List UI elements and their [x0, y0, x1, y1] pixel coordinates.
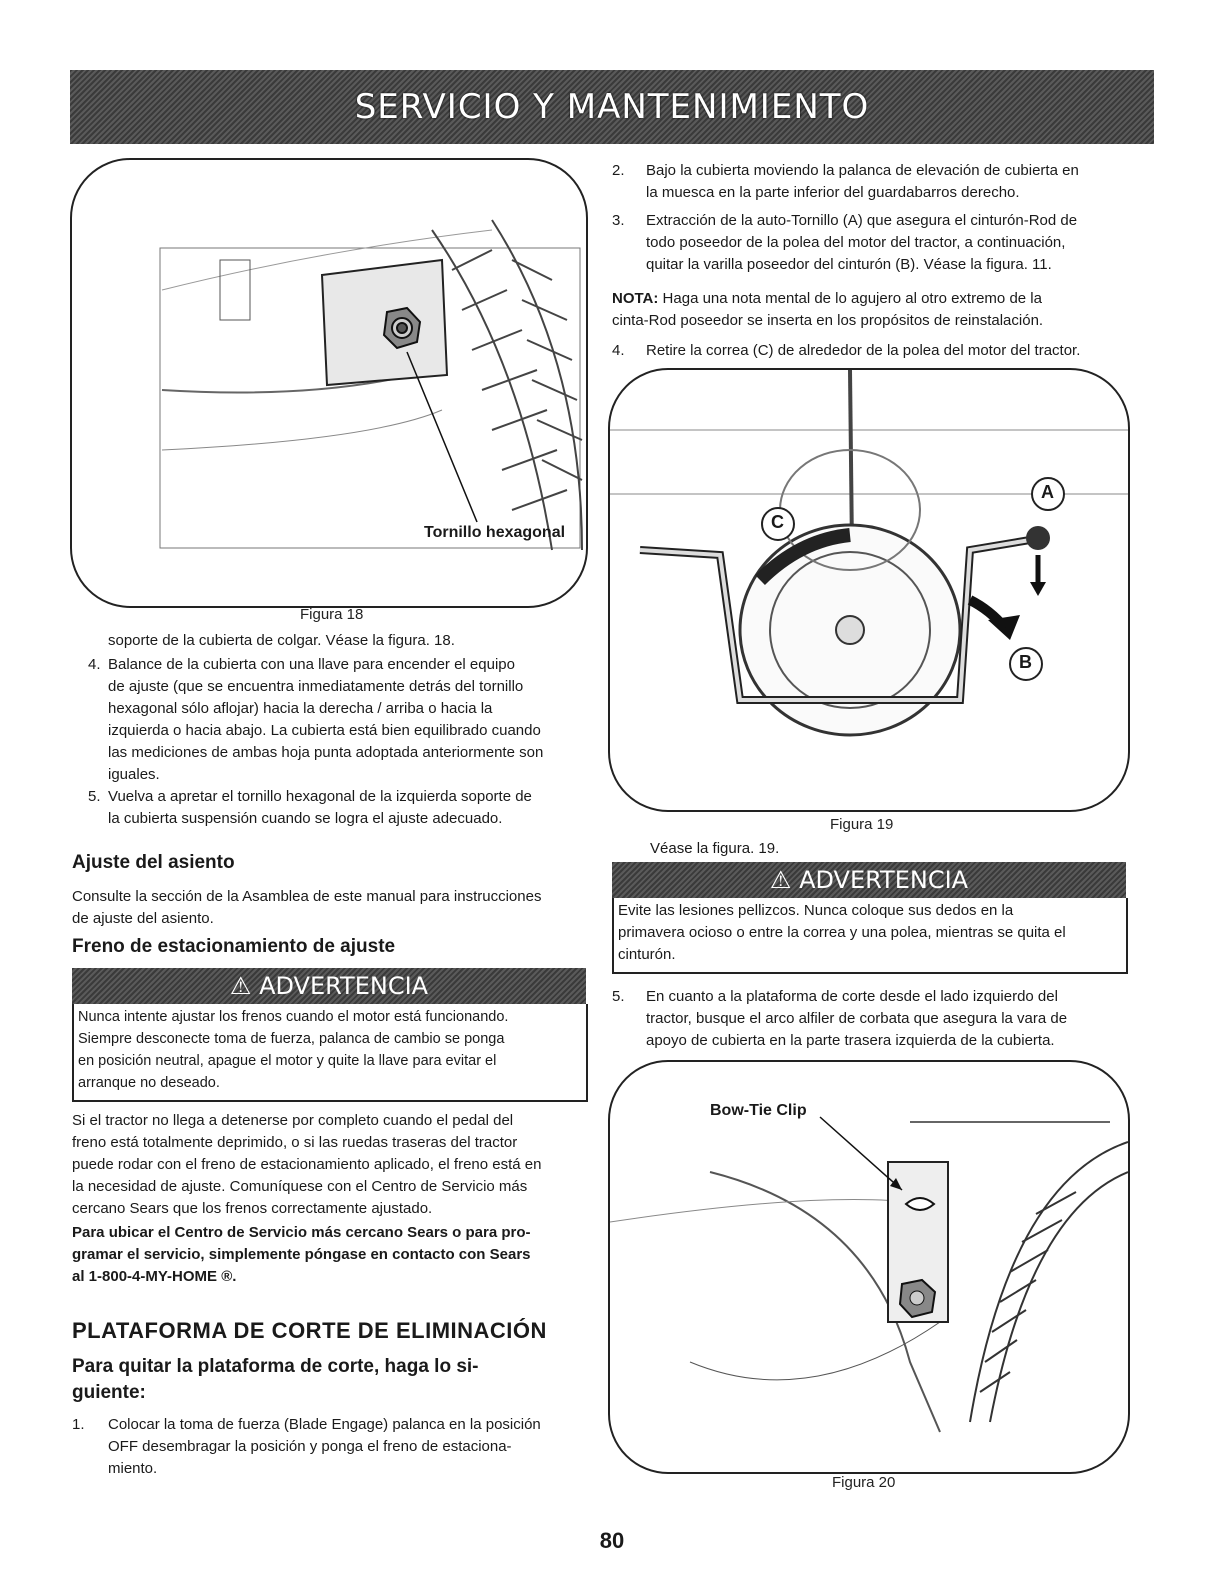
step-5r-number: 5.: [612, 988, 625, 1005]
figure-20-drawing: [610, 1062, 1128, 1472]
step-4-line: de ajuste (que se encuentra inmediatamente detrás del tornillo: [108, 678, 524, 695]
step-4r-number: 4.: [612, 342, 625, 359]
figure-20-caption: Figura 20: [832, 1474, 896, 1491]
warning-icon: ⚠: [769, 866, 800, 894]
tire-tread: [432, 220, 582, 550]
step-5-text: [108, 786, 588, 830]
figure-18: [70, 158, 588, 608]
step-2-text: [646, 160, 1126, 204]
step-5r-line: tractor, busque el arco alfiler de corbata que asegura la vara de: [646, 1010, 1068, 1027]
contact-line: al 1-800-4-MY-HOME ®.: [72, 1268, 237, 1285]
figure-19: [608, 368, 1130, 812]
warning-text-left: [78, 1006, 584, 1094]
warning-banner-right: [612, 862, 1126, 898]
figure-20-callout: Bow-Tie Clip: [710, 1102, 807, 1119]
step-5r-line: apoyo de cubierta en la parte trasera izquierda de la cubierta.: [646, 1032, 1055, 1049]
figure-19-callout-b: B: [1019, 652, 1032, 672]
note-line: Haga una nota mental de lo agujero al otro extremo de la: [658, 290, 1042, 307]
intro-text: soporte de la cubierta de colgar. Véase la figura. 18.: [108, 632, 455, 649]
warning-line: Nunca intente ajustar los frenos cuando el motor está funcionando.: [78, 1009, 509, 1025]
warning-title-left: ADVERTENCIA: [259, 972, 429, 1000]
warning-line: primavera ocioso o entre la correa y una polea, mientras se quita el: [618, 924, 1066, 941]
section-banner: [70, 70, 1154, 144]
step-4-line: las mediciones de ambas hoja punta adoptada anteriormente son: [108, 744, 544, 761]
step-3-line: quitar la varilla poseedor del cinturón (B). Véase la figura. 11.: [646, 256, 1052, 273]
brake-line: freno está totalmente deprimido, o si las ruedas traseras del tractor: [72, 1134, 518, 1151]
figure-19-drawing: [610, 370, 1128, 810]
step-4-line: hexagonal sólo aflojar) hacia la derecha / arriba o hacia la: [108, 700, 493, 717]
section-title: SERVICIO Y MANTENIMIENTO: [354, 87, 870, 127]
step-1-line: Colocar la toma de fuerza (Blade Engage) palanca en la posición: [108, 1416, 541, 1433]
step-3-line: Extracción de la auto-Tornillo (A) que asegura el cinturón-Rod de: [646, 212, 1078, 229]
section-heading: PLATAFORMA DE CORTE DE ELIMINACIÓN: [72, 1318, 547, 1343]
sub-heading: [72, 1354, 479, 1406]
warning-line: cinturón.: [618, 946, 676, 963]
figure-19-caption: Figura 19: [830, 816, 894, 833]
step-4-line: Balance de la cubierta con una llave para encender el equipo: [108, 656, 515, 673]
step-4-text: [108, 654, 588, 786]
figure-19-callout-a: A: [1041, 482, 1054, 502]
seat-heading: Ajuste del asiento: [72, 852, 235, 873]
step-5-line: la cubierta suspensión cuando se logra el ajuste adecuado.: [108, 810, 503, 827]
warning-title-right: ADVERTENCIA: [799, 866, 969, 894]
step-1-line: miento.: [108, 1460, 158, 1477]
see-figure-19: Véase la figura. 19.: [650, 840, 780, 857]
brake-heading: Freno de estacionamiento de ajuste: [72, 936, 396, 957]
figure-19-callout-c: C: [771, 512, 784, 532]
step-1-line: OFF desembragar la posición y ponga el freno de estaciona-: [108, 1438, 512, 1455]
seat-line: Consulte la sección de la Asamblea de este manual para instrucciones: [72, 888, 542, 905]
warning-line: Siempre desconecte toma de fuerza, palanca de cambio se ponga: [78, 1031, 505, 1047]
step-1-number: 1.: [72, 1416, 85, 1433]
page-number: 80: [599, 1528, 625, 1553]
step-4-line: izquierda o hacia abajo. La cubierta está bien equilibrado cuando: [108, 722, 541, 739]
step-5-line: Vuelva a apretar el tornillo hexagonal de la izquierda soporte de: [108, 788, 532, 805]
brake-line: puede rodar con el freno de estacionamiento aplicado, el freno está en: [72, 1156, 542, 1173]
step-5r-line: En cuanto a la plataforma de corte desde el lado izquierdo del: [646, 988, 1058, 1005]
seat-line: de ajuste del asiento.: [72, 910, 214, 927]
warning-line: Evite las lesiones pellizcos. Nunca coloque sus dedos en la: [618, 902, 1014, 919]
warning-line: arranque no deseado.: [78, 1075, 220, 1091]
step-2-line: Bajo la cubierta moviendo la palanca de elevación de cubierta en: [646, 162, 1079, 179]
step-1-text: [108, 1414, 588, 1480]
warning-line: en posición neutral, apague el motor y quite la llave para evitar el: [78, 1053, 497, 1069]
warning-banner-left: [72, 968, 586, 1004]
step-4-line: iguales.: [108, 766, 160, 783]
sub-heading-line: guiente:: [72, 1382, 146, 1403]
brake-text: [72, 1110, 592, 1220]
step-4r-text: Retire la correa (C) de alrededor de la polea del motor del tractor.: [646, 342, 1081, 359]
tire-tread: [970, 1142, 1128, 1422]
note-label: NOTA:: [612, 290, 659, 307]
brake-line: Si el tractor no llega a detenerse por completo cuando el pedal del: [72, 1112, 514, 1129]
contact-line: Para ubicar el Centro de Servicio más cercano Sears o para pro-: [72, 1224, 531, 1241]
step-3-text: [646, 210, 1126, 276]
brake-line: la necesidad de ajuste. Comuníquese con el Centro de Servicio más: [72, 1178, 528, 1195]
step-2-line: la muesca en la parte inferior del guardabarros derecho.: [646, 184, 1020, 201]
step-4-number: 4.: [88, 656, 101, 673]
bracket: [322, 260, 447, 385]
warning-icon: ⚠: [229, 972, 260, 1000]
step-3-number: 3.: [612, 212, 625, 229]
note-text: [612, 288, 1132, 332]
figure-18-caption: Figura 18: [300, 606, 364, 623]
step-5r-text: [646, 986, 1126, 1052]
contact-line: gramar el servicio, simplemente póngase en contacto con Sears: [72, 1246, 531, 1263]
sub-heading-line: Para quitar la plataforma de corte, haga lo si-: [72, 1356, 479, 1377]
seat-text: [72, 886, 592, 930]
figure-18-callout: Tornillo hexagonal: [424, 524, 566, 541]
warning-text-right: [618, 900, 1124, 966]
step-5-number: 5.: [88, 788, 101, 805]
step-3-line: todo poseedor de la polea del motor del tractor, a continuación,: [646, 234, 1066, 251]
service-contact-text: [72, 1222, 592, 1288]
note-line: cinta-Rod poseedor se inserta en los propósitos de reinstalación.: [612, 312, 1044, 329]
brake-line: cercano Sears que los frenos correctamente ajustado.: [72, 1200, 433, 1217]
step-2-number: 2.: [612, 162, 625, 179]
figure-20: [608, 1060, 1130, 1474]
